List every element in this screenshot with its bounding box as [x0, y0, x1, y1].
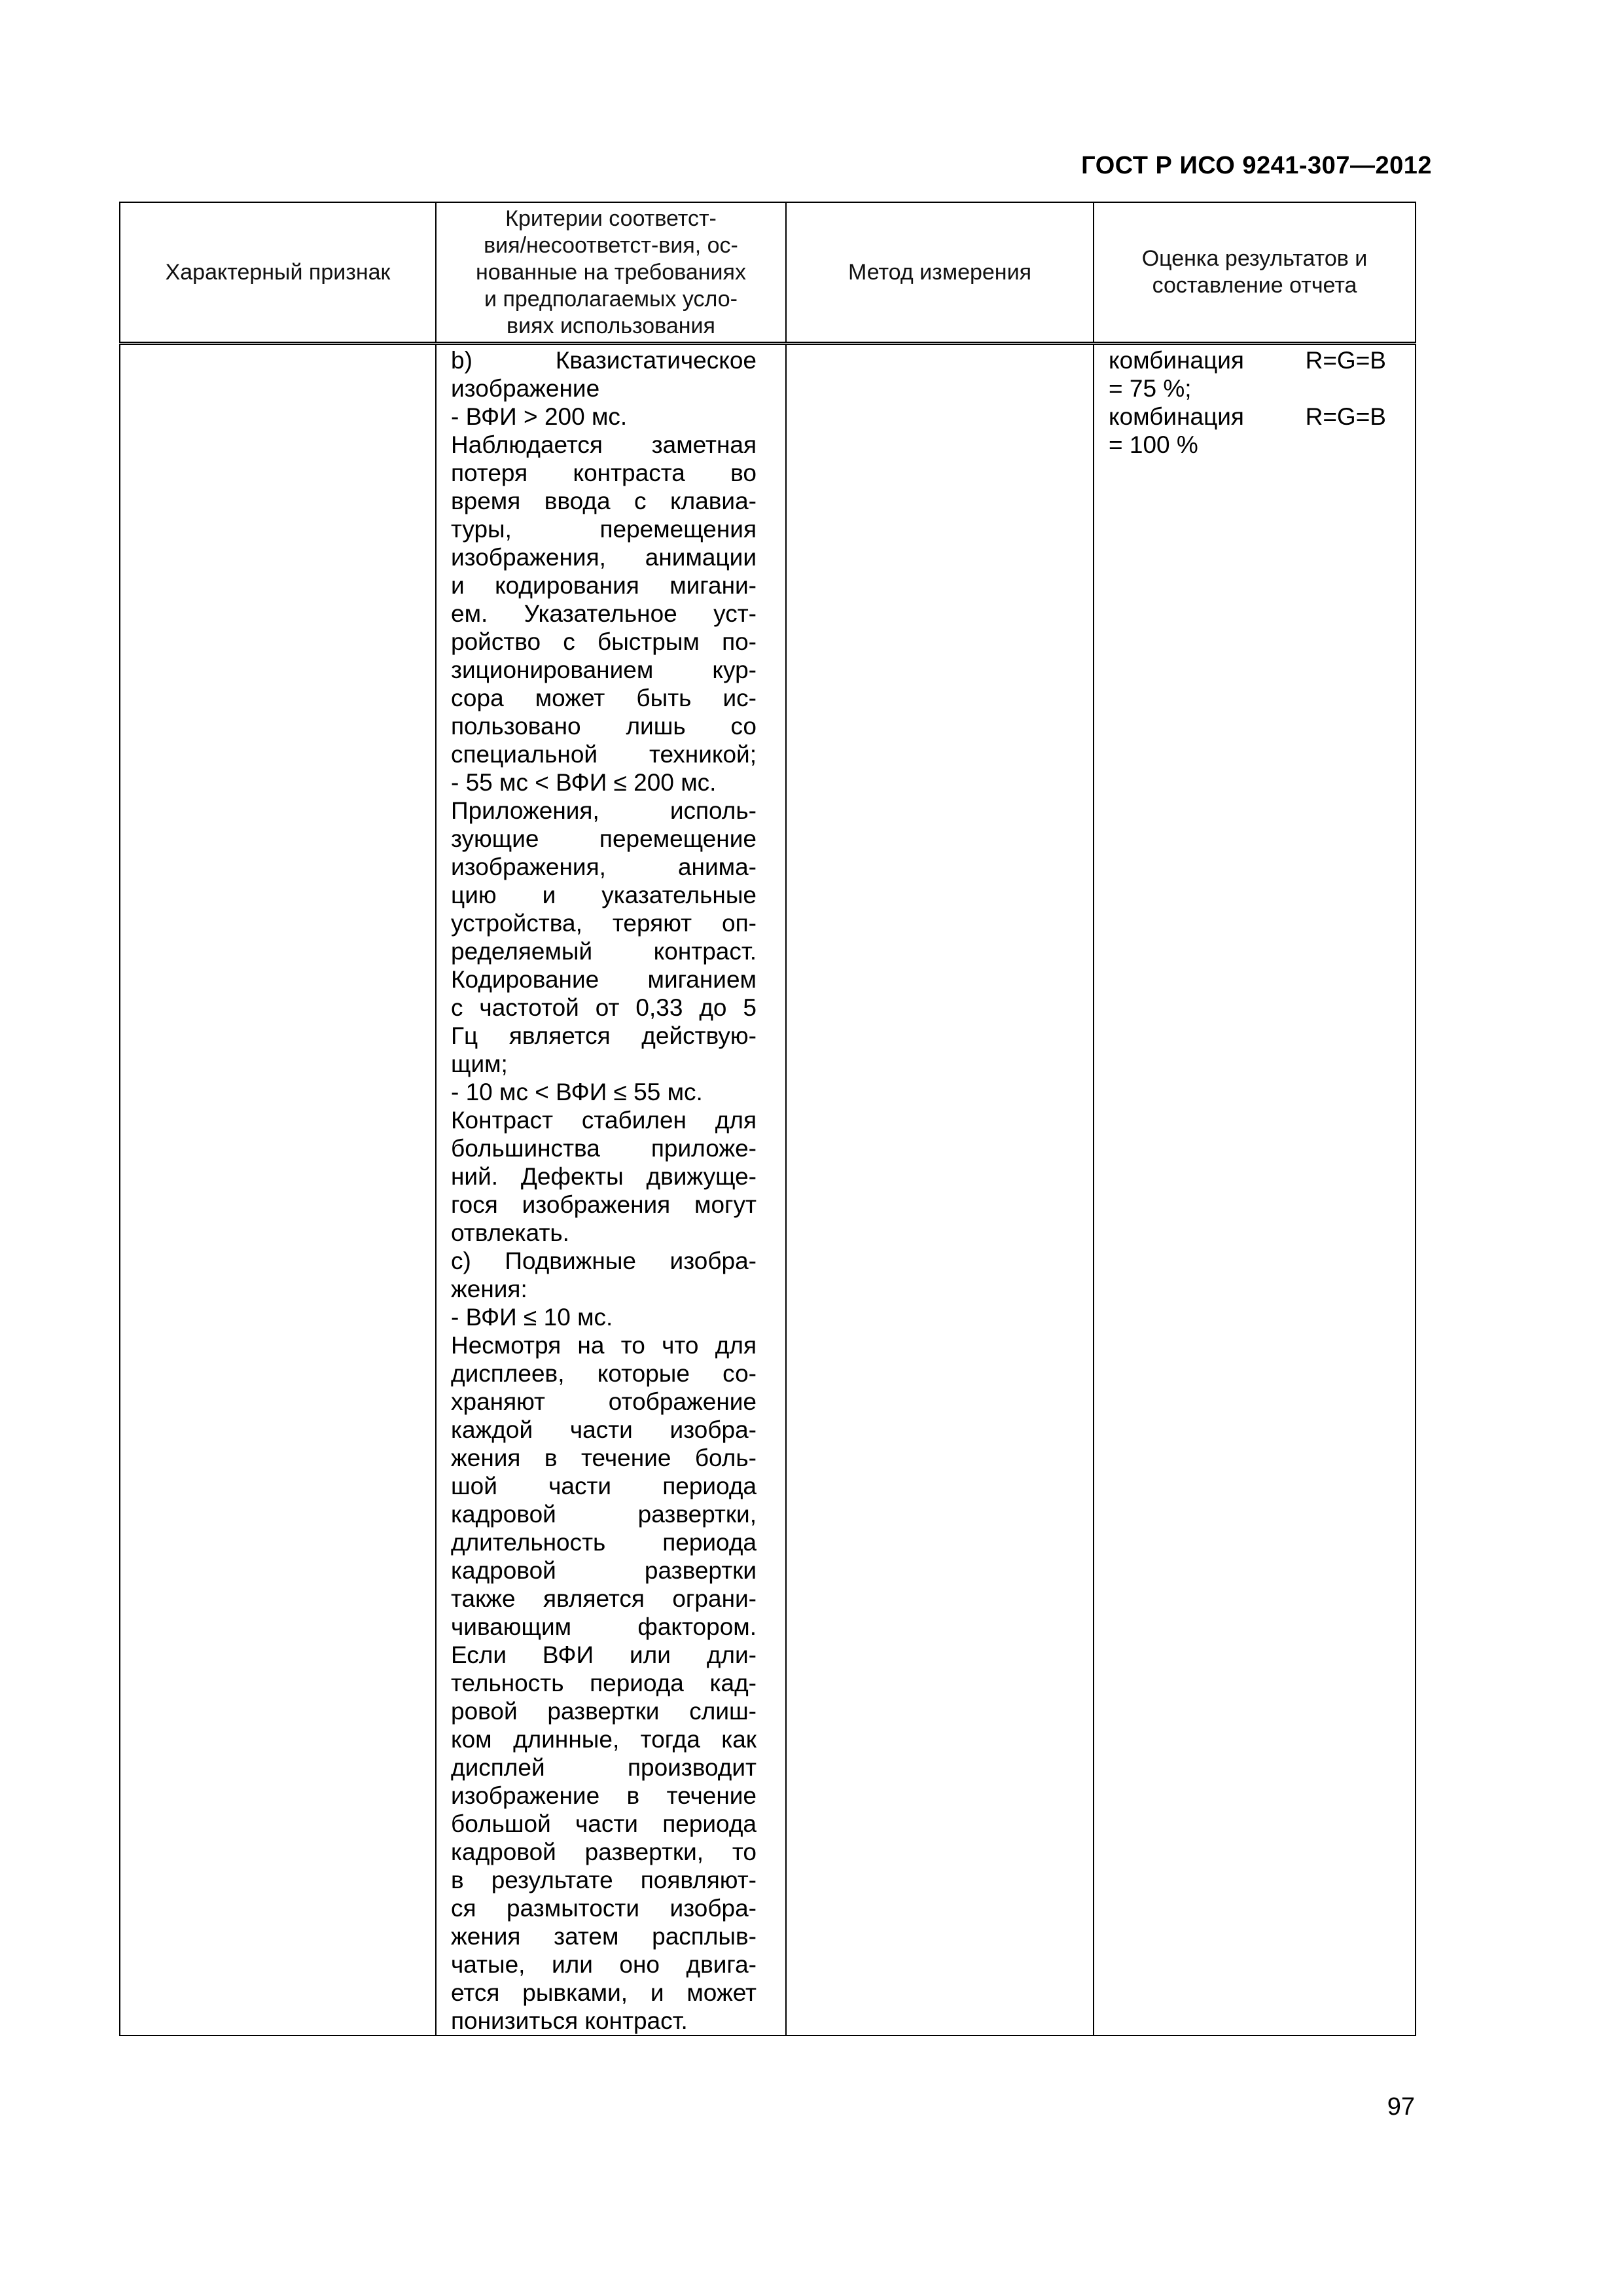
page-number: 97: [1387, 2093, 1415, 2121]
criteria-text-line: Гц является действую-: [451, 1022, 757, 1049]
criteria-text-line: дисплеев, которые со-: [451, 1360, 757, 1387]
criteria-text-line: чивающим фактором.: [451, 1613, 757, 1640]
criteria-text-line: с) Подвижные изобра-: [451, 1247, 757, 1274]
criteria-text-line: устройства, теряют оп-: [451, 910, 757, 937]
criteria-text-line: туры, перемещения: [451, 516, 757, 543]
criteria-text-line: понизиться контраст.: [451, 2007, 688, 2034]
criteria-text-line: Если ВФИ или дли-: [451, 1641, 757, 1668]
results-text-line: комбинация R=G=B: [1109, 347, 1386, 374]
criteria-text-line: жения:: [451, 1276, 527, 1302]
criteria-text-line: ределяемый контраст.: [451, 938, 757, 965]
criteria-text-line: изображение в течение: [451, 1782, 757, 1809]
criteria-text-line: Кодирование миганием: [451, 966, 757, 993]
criteria-text-line: ком длинные, тогда как: [451, 1726, 757, 1753]
criteria-text-line: длительность периода: [451, 1529, 757, 1556]
method-cell: [786, 344, 1094, 2036]
header-method: [786, 202, 1094, 344]
table-row: [120, 344, 1416, 2036]
criteria-text-line: специальной техникой;: [451, 741, 757, 768]
criteria-text-line: Несмотря на то что для: [451, 1332, 757, 1359]
criteria-text-line: и кодирования мигани-: [451, 572, 757, 599]
criteria-text-line: в результате появляют-: [451, 1867, 757, 1893]
criteria-text-line: цию и указательные: [451, 882, 757, 908]
header-criteria: [436, 202, 786, 344]
results-text-line: = 100 %: [1109, 431, 1198, 458]
table-header-row: [120, 202, 1416, 344]
criteria-text-line: Приложения, исполь-: [451, 797, 757, 824]
header-feature: [120, 202, 436, 344]
criteria-text-line: Наблюдается заметная: [451, 431, 757, 458]
criteria-text-line: - ВФИ > 200 мс.: [451, 403, 628, 430]
criteria-text-line: большой части периода: [451, 1810, 757, 1837]
results-text-line: комбинация R=G=B: [1109, 403, 1386, 430]
criteria-text-line: гося изображения могут: [451, 1191, 757, 1218]
criteria-text-line: сора может быть ис-: [451, 685, 757, 711]
criteria-cell: [436, 344, 786, 2036]
criteria-text-line: шой части периода: [451, 1473, 757, 1499]
criteria-text-line: жения в течение боль-: [451, 1444, 757, 1471]
header-results: [1094, 202, 1416, 344]
criteria-text-line: изображение: [451, 375, 600, 402]
header-feature-label: Характерный признак: [165, 259, 391, 285]
criteria-text-line: ровой развертки слиш-: [451, 1698, 757, 1725]
header-criteria-line: и предполагаемых усло-: [484, 286, 738, 312]
criteria-text-line: зующие перемещение: [451, 825, 757, 852]
criteria-text-line: - ВФИ ≤ 10 мс.: [451, 1304, 613, 1331]
criteria-text-line: ется рывками, и может: [451, 1979, 757, 2006]
criteria-text-line: кадровой развертки, то: [451, 1839, 757, 1865]
criteria-text-line: также является ограни-: [451, 1585, 757, 1612]
criteria-text-line: потеря контраста во: [451, 459, 757, 486]
header-results-line: составление отчета: [1152, 273, 1357, 298]
document-standard-code: ГОСТ Р ИСО 9241-307—2012: [1081, 152, 1432, 179]
criteria-text-line: каждой части изобра-: [451, 1416, 757, 1443]
header-results-line: Оценка результатов и: [1141, 246, 1368, 271]
criteria-text-line: ройство с быстрым по-: [451, 628, 757, 655]
criteria-text-line: тельность периода кад-: [451, 1670, 757, 1696]
criteria-table: [119, 202, 1416, 2036]
criteria-text-line: кадровой развертки,: [451, 1501, 757, 1528]
criteria-text-line: - 10 мс < ВФИ ≤ 55 мс.: [451, 1079, 703, 1105]
results-cell: [1094, 344, 1416, 2036]
criteria-text-line: с частотой от 0,33 до 5: [451, 994, 757, 1021]
header-criteria-line: Критерии соответст-: [505, 206, 717, 231]
header-criteria-line: виях использования: [507, 313, 715, 338]
criteria-text-line: жения затем расплыв-: [451, 1923, 757, 1950]
criteria-text-line: щим;: [451, 1050, 508, 1077]
header-criteria-line: вия/несоответст-вия, ос-: [484, 232, 738, 258]
criteria-text-line: b) Квазистатическое: [451, 347, 757, 374]
criteria-text-line: чатые, или оно двига-: [451, 1951, 757, 1978]
criteria-text-line: Контраст стабилен для: [451, 1107, 757, 1134]
criteria-text-line: ем. Указательное уст-: [451, 600, 757, 627]
criteria-text-line: ся размытости изобра-: [451, 1895, 757, 1922]
criteria-text-line: кадровой развертки: [451, 1557, 757, 1584]
criteria-text-line: пользовано лишь со: [451, 713, 757, 740]
results-text-line: = 75 %;: [1109, 375, 1192, 402]
feature-cell: [120, 344, 436, 2036]
criteria-text-line: - 55 мс < ВФИ ≤ 200 мс.: [451, 769, 717, 796]
criteria-text-line: ний. Дефекты движуще-: [451, 1163, 757, 1190]
criteria-text-line: изображения, анимации: [451, 544, 757, 571]
criteria-text-line: время ввода с клавиа-: [451, 488, 757, 514]
criteria-text-line: зиционированием кур-: [451, 656, 757, 683]
criteria-text-line: дисплей производит: [451, 1754, 757, 1781]
criteria-text-line: храняют отображение: [451, 1388, 757, 1415]
criteria-text-line: отвлекать.: [451, 1219, 569, 1246]
criteria-text-line: большинства приложе-: [451, 1135, 757, 1162]
header-criteria-line: нованные на требованиях: [476, 259, 746, 285]
criteria-text-line: изображения, анима-: [451, 853, 757, 880]
header-method-label: Метод измерения: [848, 259, 1031, 285]
